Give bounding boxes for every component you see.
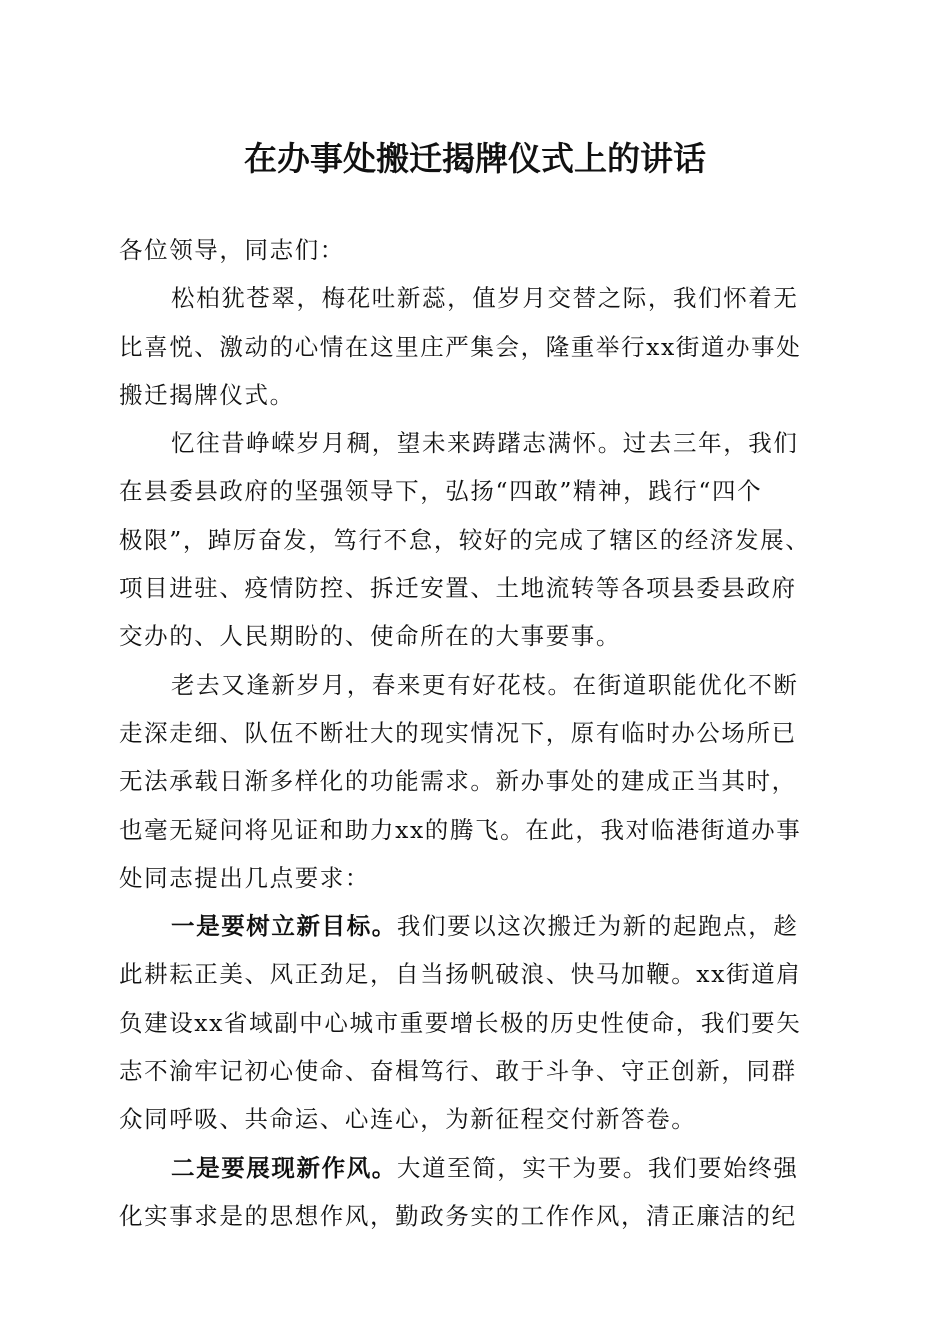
salutation: 各位领导，同志们： <box>119 236 345 264</box>
paragraph-first-line <box>119 1144 831 1192</box>
paragraph-line: 极限”，踔厉奋发，笃行不怠，较好的完成了辖区的经济发展、 <box>119 525 811 554</box>
paragraph-line: 搬迁揭牌仪式。 <box>119 380 295 409</box>
paragraph-first-line <box>119 902 831 950</box>
paragraph-line: 众同呼吸、共命运、心连心，为新征程交付新答卷。 <box>119 1105 697 1134</box>
paragraph-line: 也毫无疑问将见证和助力xx的腾飞。在此，我对临港街道办事 <box>119 815 802 844</box>
paragraph-line: 处同志提出几点要求： <box>119 863 370 892</box>
paragraph-line: 忆往昔峥嵘岁月稠，望未来踌躇志满怀。过去三年，我们 <box>171 429 799 458</box>
paragraph-text: 我们要以这次搬迁为新的起跑点，趁 <box>396 912 799 941</box>
paragraph-line: 在县委县政府的坚强领导下，弘扬“四敢”精神，践行“四个 <box>119 477 763 506</box>
paragraph-line: 交办的、人民期盼的、使命所在的大事要事。 <box>119 622 621 651</box>
paragraph-line: 项目进驻、疫情防控、拆迁安置、土地流转等各项县委县政府 <box>119 574 797 603</box>
page-title: 在办事处搬迁揭牌仪式上的讲话 <box>244 139 706 178</box>
paragraph-line: 负建设xx省域副中心城市重要增长极的历史性使命，我们要矢 <box>119 1008 802 1037</box>
paragraph-text: 大道至简，实干为要。我们要始终强 <box>396 1153 799 1182</box>
paragraph-line: 此耕耘正美、风正劲足，自当扬帆破浪、快马加鞭。xx街道肩 <box>119 960 802 989</box>
paragraph-line: 化实事求是的思想作风，勤政务实的工作作风，清正廉洁的纪 <box>119 1201 797 1230</box>
point-heading-1: 一是要树立新目标。 <box>171 912 397 941</box>
paragraph-line: 松柏犹苍翠，梅花吐新蕊，值岁月交替之际，我们怀着无 <box>171 284 799 313</box>
paragraph-line: 志不渝牢记初心使命、奋楫笃行、敢于斗争、守正创新，同群 <box>119 1057 797 1086</box>
paragraph-line: 无法承载日渐多样化的功能需求。新办事处的建成正当其时， <box>119 767 797 796</box>
document-body <box>119 226 831 1240</box>
paragraph-line: 老去又逢新岁月，春来更有好花枝。在街道职能优化不断 <box>171 670 799 699</box>
paragraph-line: 走深走细、队伍不断壮大的现实情况下，原有临时办公场所已 <box>119 718 797 747</box>
point-heading-2: 二是要展现新作风。 <box>171 1153 397 1182</box>
paragraph-line: 比喜悦、激动的心情在这里庄严集会，隆重举行xx街道办事处 <box>119 332 802 361</box>
